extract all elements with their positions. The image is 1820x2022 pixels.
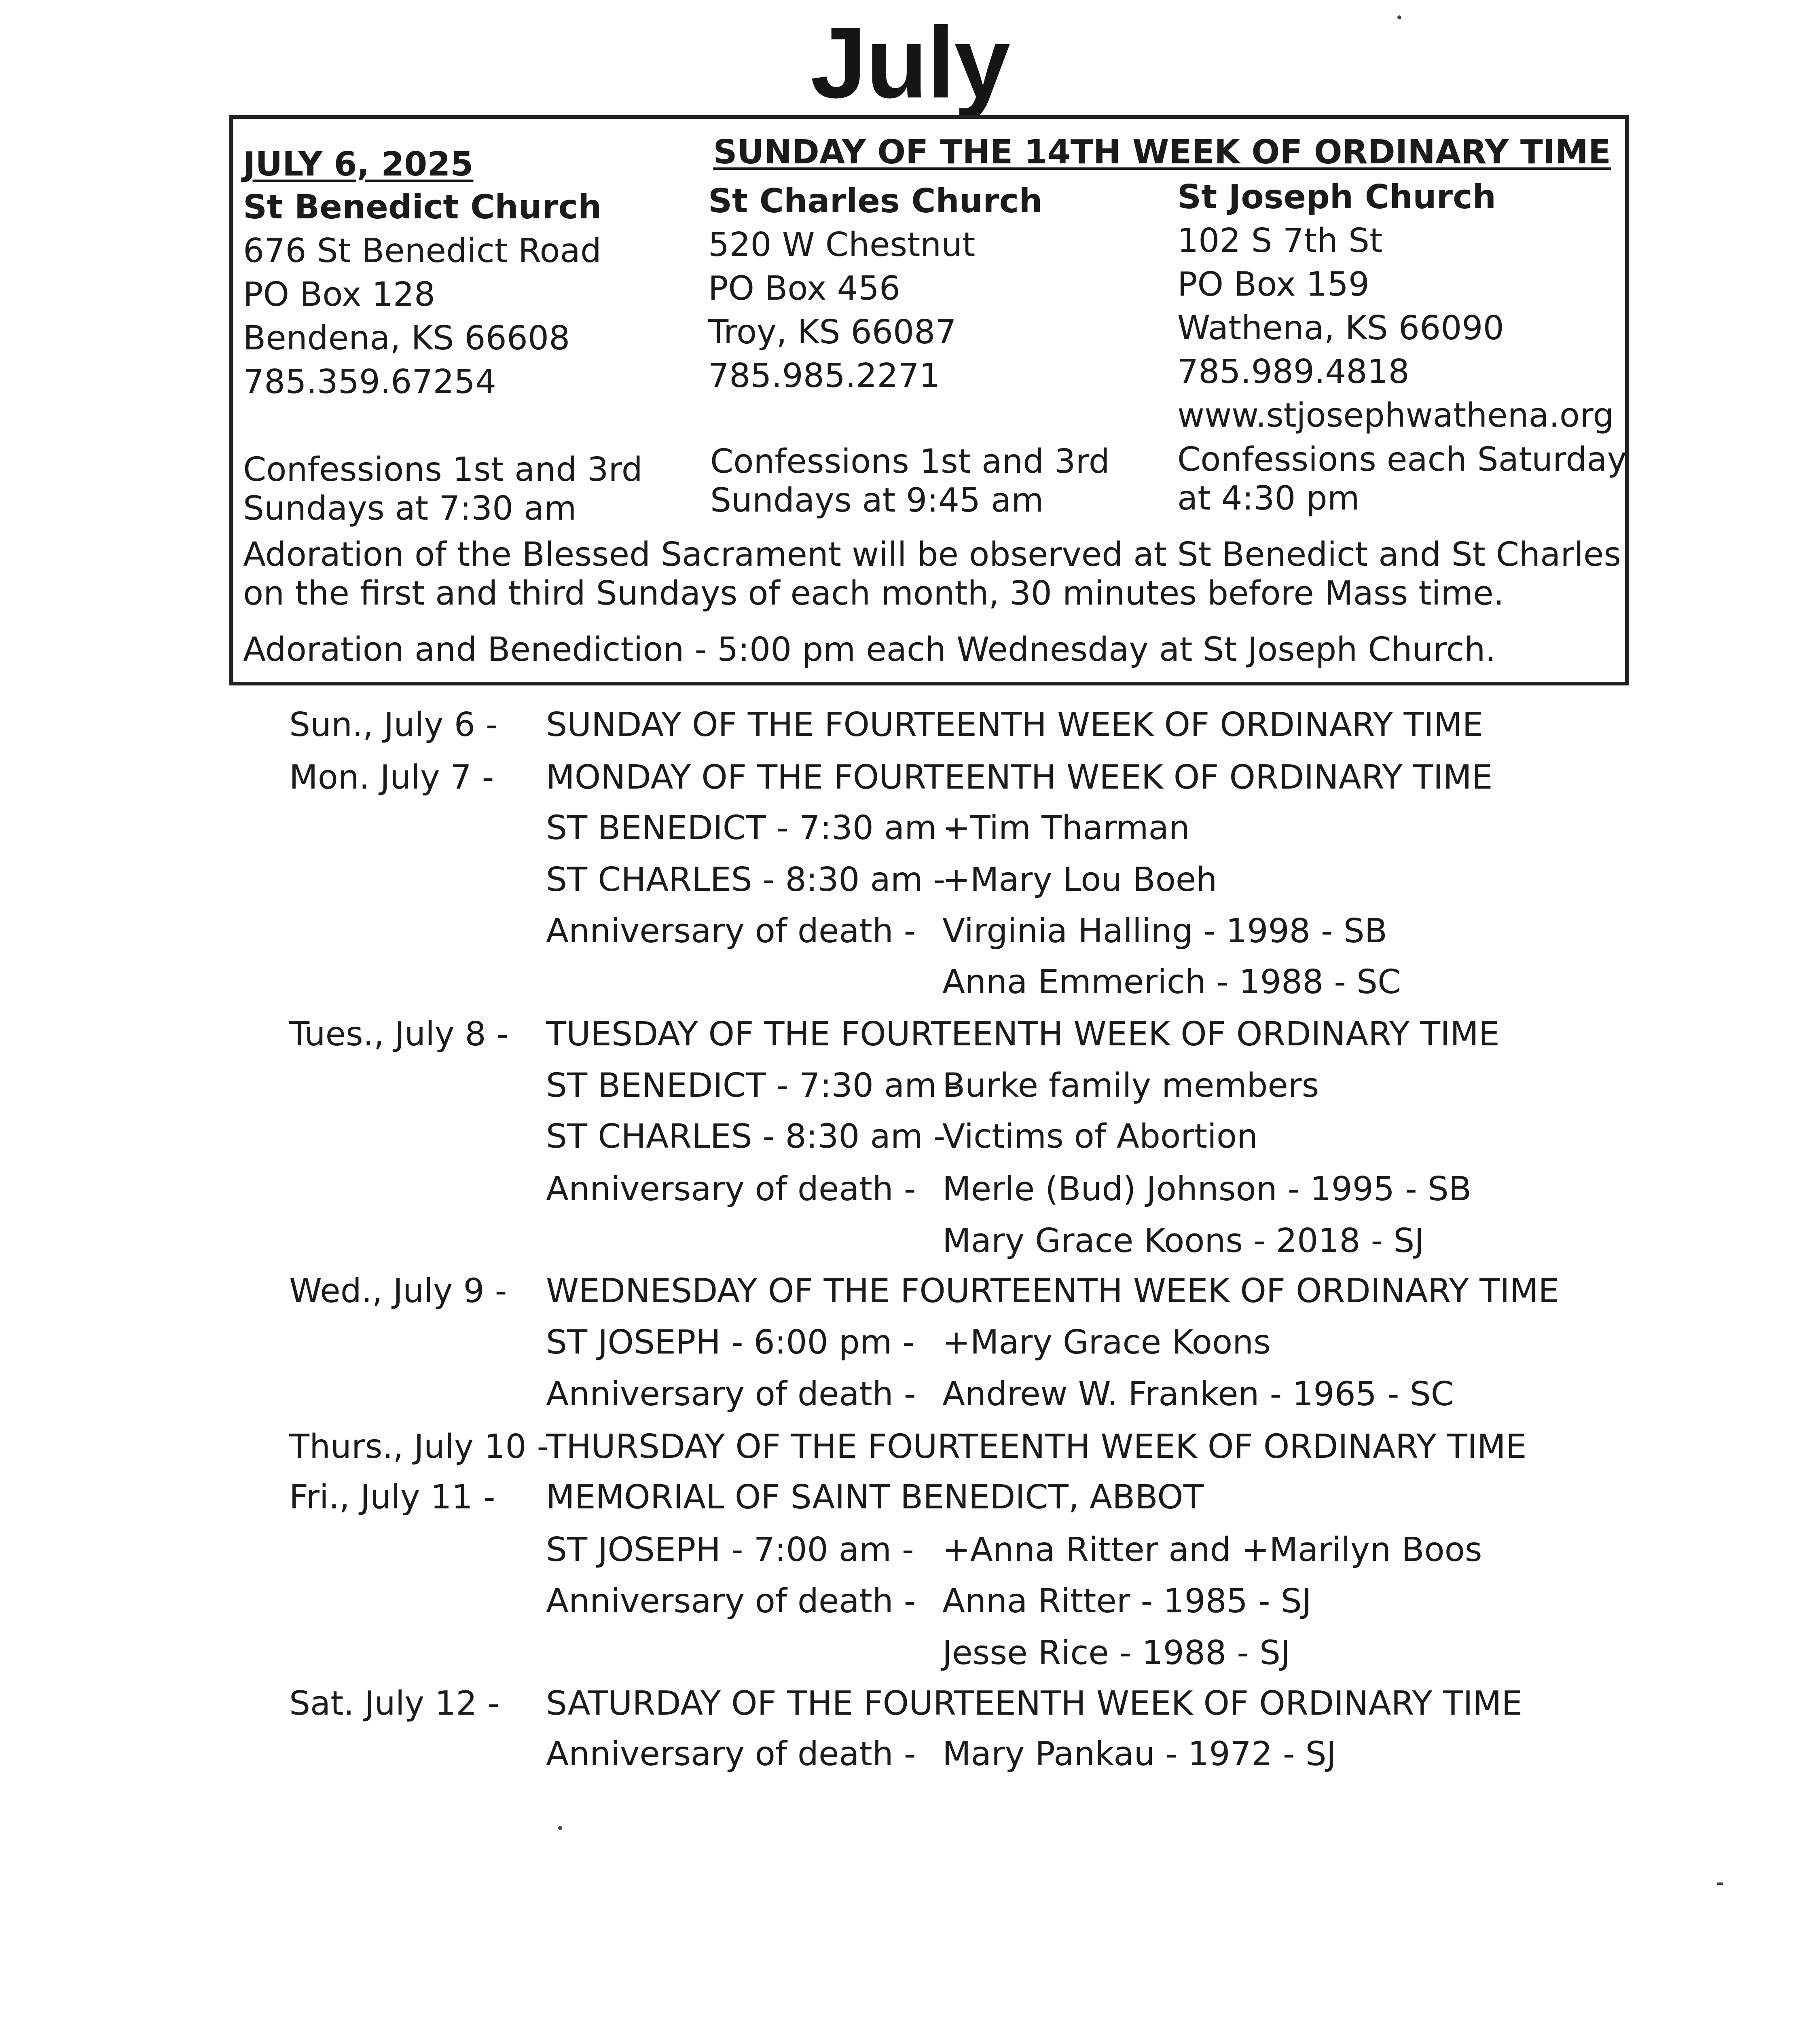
church-po-box: PO Box 456 <box>708 269 901 308</box>
church-phone: 785.985.2271 <box>708 357 940 395</box>
schedule-day: Thurs., July 10 - <box>289 1428 549 1466</box>
entry-intention: +Mary Grace Koons <box>942 1323 1271 1362</box>
liturgical-sunday: SUNDAY OF THE 14TH WEEK OF ORDINARY TIME <box>713 133 1611 171</box>
parish-info-box <box>229 115 1629 685</box>
bulletin-date: JULY 6, 2025 <box>243 145 474 184</box>
entry-intention: +Tim Tharman <box>942 809 1190 847</box>
entry-anniversary-label: Anniversary of death - <box>546 1170 916 1208</box>
church-st-benedict <box>243 186 708 404</box>
church-city: Wathena, KS 66090 <box>1177 309 1504 347</box>
entry-intention: +Anna Ritter and +Marilyn Boos <box>942 1531 1482 1569</box>
church-phone: 785.989.4818 <box>1177 353 1409 391</box>
church-name: St Joseph Church <box>1177 178 1496 216</box>
entry-intention: Jesse Rice - 1988 - SJ <box>942 1634 1291 1672</box>
entry-anniversary-label: Anniversary of death - <box>546 1375 916 1413</box>
entry-anniversary-label: Anniversary of death - <box>546 912 916 950</box>
adoration-notice: Adoration of the Blessed Sacrament will be observed at St Benedict and St Charles on the first and third Sundays of each month, 30 minutes before Mass time. <box>243 535 1621 613</box>
entry-mass-time: ST BENEDICT - 7:30 am - <box>546 1066 959 1105</box>
entry-anniversary-label: Anniversary of death - <box>546 1735 916 1773</box>
entry-intention: Merle (Bud) Johnson - 1995 - SB <box>942 1170 1472 1208</box>
entry-mass-time: ST BENEDICT - 7:30 am - <box>546 809 959 847</box>
schedule-day: Sun., July 6 - <box>289 706 498 744</box>
entry-mass-time: ST CHARLES - 8:30 am - <box>546 861 946 899</box>
confessions-line: Confessions 1st and 3rd <box>710 442 1110 481</box>
schedule-day: Fri., July 11 - <box>289 1478 495 1516</box>
confessions-line: Confessions each Saturday <box>1177 440 1627 479</box>
church-name: St Benedict Church <box>243 188 602 226</box>
schedule-title: WEDNESDAY OF THE FOURTEENTH WEEK OF ORDINARY TIME <box>546 1272 1560 1310</box>
confessions-line: Sundays at 7:30 am <box>243 489 577 528</box>
confessions-st-benedict <box>243 451 643 528</box>
entry-mass-time: ST JOSEPH - 6:00 pm - <box>546 1323 915 1362</box>
page-title: July <box>810 6 1010 119</box>
schedule-title: SUNDAY OF THE FOURTEENTH WEEK OF ORDINARY TIME <box>546 706 1484 744</box>
schedule-day: Sat. July 12 - <box>289 1684 500 1723</box>
schedule-title: MEMORIAL OF SAINT BENEDICT, ABBOT <box>546 1478 1204 1516</box>
scan-speck <box>558 1826 562 1830</box>
confessions-st-joseph <box>1177 440 1627 518</box>
entry-intention: Burke family members <box>942 1066 1319 1105</box>
entry-intention: Victims of Abortion <box>942 1117 1258 1156</box>
confessions-st-charles <box>710 442 1110 520</box>
entry-mass-time: ST CHARLES - 8:30 am - <box>546 1117 946 1156</box>
schedule-day: Tues., July 8 - <box>289 1015 509 1053</box>
church-phone: 785.359.67254 <box>243 363 497 401</box>
church-address: 676 St Benedict Road <box>243 232 601 270</box>
scan-speck <box>1397 15 1401 19</box>
schedule-day: Mon. July 7 - <box>289 758 494 797</box>
entry-intention: +Mary Lou Boeh <box>942 861 1217 899</box>
entry-intention: Mary Pankau - 1972 - SJ <box>942 1735 1336 1773</box>
schedule-title: THURSDAY OF THE FOURTEENTH WEEK OF ORDINARY TIME <box>546 1428 1527 1466</box>
church-po-box: PO Box 128 <box>243 275 436 314</box>
confessions-line: Confessions 1st and 3rd <box>243 451 643 489</box>
entry-anniversary-label: Anniversary of death - <box>546 1582 916 1620</box>
entry-intention: Virginia Halling - 1998 - SB <box>942 912 1387 950</box>
entry-intention: Anna Emmerich - 1988 - SC <box>942 963 1401 1001</box>
church-address: 102 S 7th St <box>1177 222 1383 260</box>
church-name: St Charles Church <box>708 182 1043 220</box>
entry-intention: Mary Grace Koons - 2018 - SJ <box>942 1222 1424 1260</box>
church-website: www.stjosephwathena.org <box>1177 396 1614 435</box>
church-address: 520 W Chestnut <box>708 226 976 264</box>
benediction-notice: Adoration and Benediction - 5:00 pm each Wednesday at St Joseph Church. <box>243 630 1496 669</box>
church-st-charles <box>708 180 1173 398</box>
entry-mass-time: ST JOSEPH - 7:00 am - <box>546 1531 914 1569</box>
schedule-title: MONDAY OF THE FOURTEENTH WEEK OF ORDINARY TIME <box>546 758 1493 797</box>
scan-speck <box>1717 1882 1723 1885</box>
confessions-line: Sundays at 9:45 am <box>710 481 1044 520</box>
church-st-joseph <box>1177 176 1642 438</box>
church-city: Troy, KS 66087 <box>708 313 957 351</box>
entry-intention: Andrew W. Franken - 1965 - SC <box>942 1375 1454 1413</box>
schedule-title: TUESDAY OF THE FOURTEENTH WEEK OF ORDINARY TIME <box>546 1015 1500 1053</box>
schedule-title: SATURDAY OF THE FOURTEENTH WEEK OF ORDINARY TIME <box>546 1684 1523 1723</box>
church-po-box: PO Box 159 <box>1177 265 1370 304</box>
confessions-line: at 4:30 pm <box>1177 479 1360 518</box>
schedule-day: Wed., July 9 - <box>289 1272 507 1310</box>
church-city: Bendena, KS 66608 <box>243 319 570 357</box>
entry-intention: Anna Ritter - 1985 - SJ <box>942 1582 1312 1620</box>
